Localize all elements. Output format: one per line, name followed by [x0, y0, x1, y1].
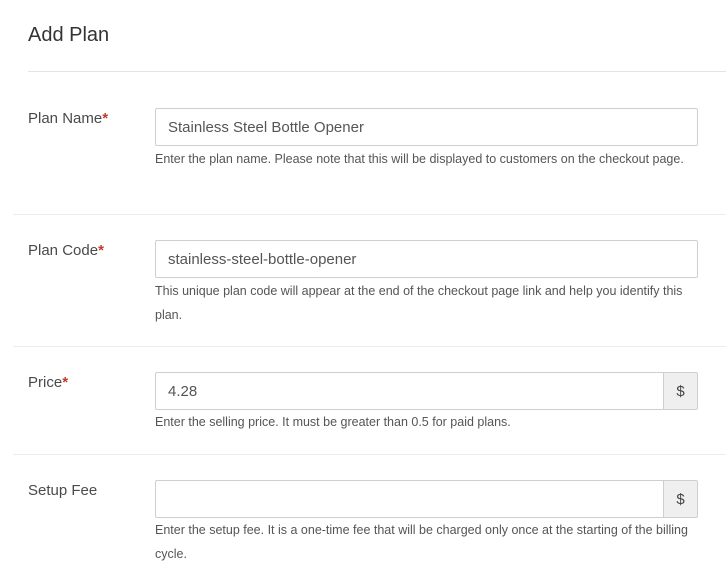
- price-input-group: [155, 372, 698, 410]
- setup-fee-input-group: [155, 480, 698, 518]
- row-divider: [13, 214, 726, 215]
- price-input[interactable]: [155, 372, 663, 410]
- setup-fee-help: Enter the setup fee. It is a one-time fee that will be charged only once at the starting of the billing cycle.: [155, 523, 688, 561]
- plan-name-label: [28, 109, 108, 129]
- plan-name-input[interactable]: [155, 108, 698, 146]
- title-divider: [28, 71, 726, 72]
- row-divider: [13, 454, 726, 455]
- setup-fee-currency-addon: $: [663, 480, 698, 518]
- price-label: [28, 373, 68, 393]
- page-title: Add Plan: [28, 24, 110, 46]
- price-help: Enter the selling price. It must be greater than 0.5 for paid plans.: [155, 415, 511, 429]
- plan-code-input[interactable]: [155, 240, 698, 278]
- plan-code-label-text: Plan Code: [28, 242, 99, 259]
- setup-fee-label: Setup Fee: [28, 482, 98, 499]
- plan-code-label: [28, 241, 104, 261]
- price-label-text: Price: [28, 374, 63, 391]
- required-marker: *: [102, 110, 109, 127]
- price-currency-addon: $: [663, 372, 698, 410]
- setup-fee-input[interactable]: [155, 480, 663, 518]
- plan-name-help: Enter the plan name. Please note that this will be displayed to customers on the checkout page.: [155, 152, 684, 166]
- plan-name-label-text: Plan Name: [28, 110, 103, 127]
- plan-code-help: This unique plan code will appear at the end of the checkout page link and help you identify this plan.: [155, 284, 683, 322]
- required-marker: *: [98, 242, 104, 259]
- required-marker: *: [62, 374, 69, 391]
- row-divider: [13, 346, 726, 347]
